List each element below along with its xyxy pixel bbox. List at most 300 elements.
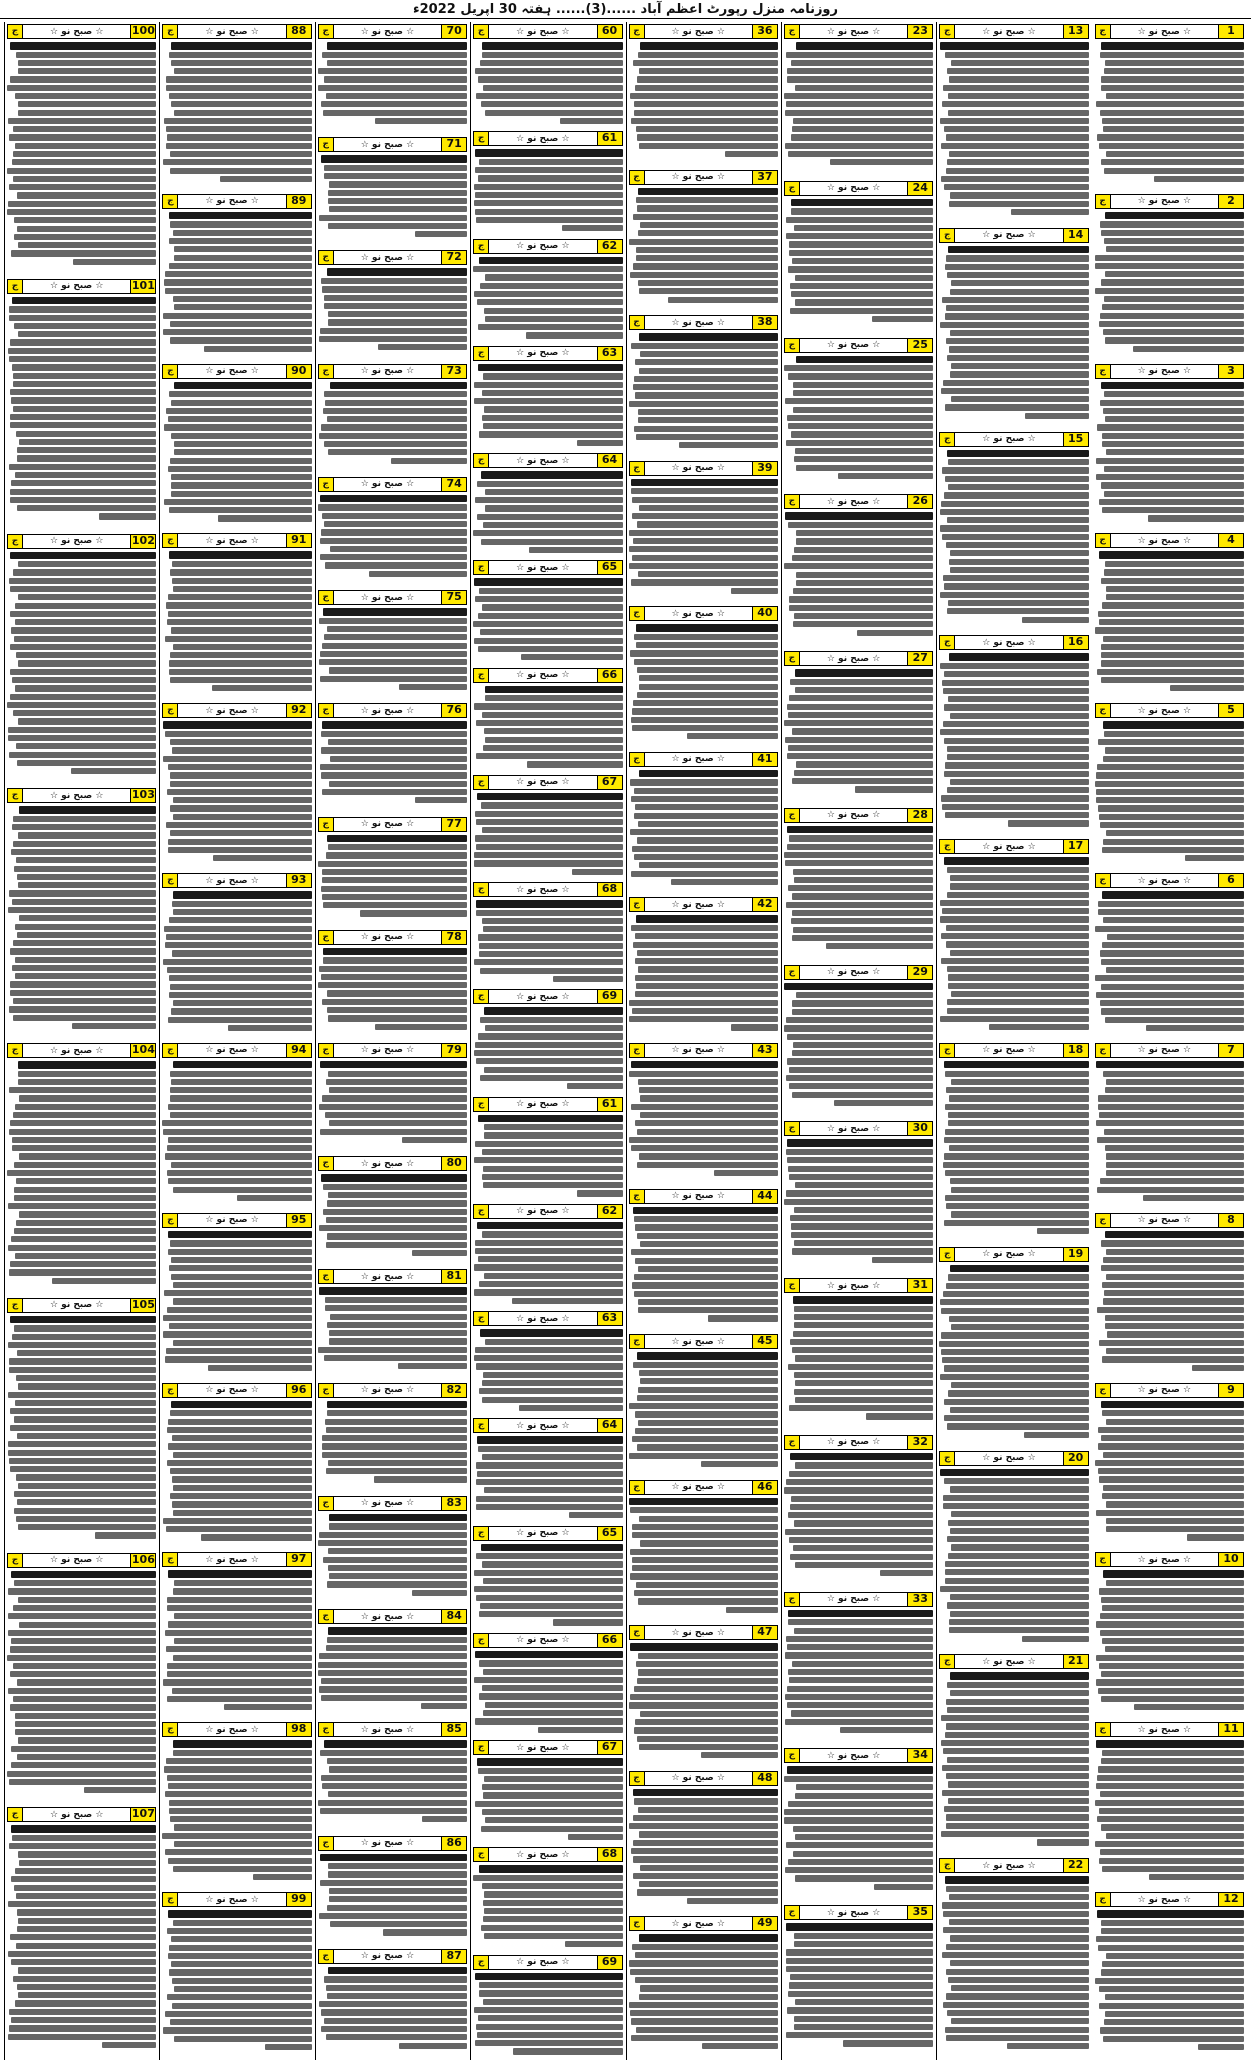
text-line <box>1102 1410 1244 1416</box>
text-line <box>14 1885 156 1891</box>
text-line <box>947 892 1089 898</box>
text-line <box>635 359 777 365</box>
notice-tag: ☆ صبح نو ☆ <box>360 1951 415 1962</box>
text-line <box>322 721 467 729</box>
text-line <box>787 1644 933 1650</box>
text-line <box>475 1248 622 1254</box>
text-line <box>10 42 156 50</box>
text-line <box>1104 491 1244 497</box>
notice-number: 19 <box>1063 1248 1088 1261</box>
text-line <box>173 1920 312 1926</box>
text-line <box>629 530 778 536</box>
notice-tag: ☆ صبح نو ☆ <box>360 1385 415 1396</box>
text-line <box>1106 1518 1244 1524</box>
column-7 <box>159 22 314 2060</box>
notice-tag: ☆ صبح نو ☆ <box>360 366 415 377</box>
text-line <box>320 1880 467 1886</box>
text-line <box>16 1474 157 1480</box>
notice-header <box>473 1955 622 1970</box>
text-line <box>167 1928 312 1934</box>
text-line <box>10 1466 157 1472</box>
text-line <box>1095 781 1244 787</box>
text-line <box>1106 586 1245 592</box>
text-line <box>13 176 156 182</box>
text-line <box>1095 263 1244 269</box>
text-line <box>474 1677 622 1683</box>
notice-tag: ☆ صبح نو ☆ <box>671 1773 725 1784</box>
notice-number: 1 <box>1218 25 1243 38</box>
text-line <box>947 355 1089 361</box>
text-line <box>483 423 622 429</box>
text-line <box>784 1776 933 1782</box>
text-line <box>940 729 1089 735</box>
text-line <box>168 1953 311 1959</box>
text-line <box>480 629 623 635</box>
text-line <box>326 2034 467 2040</box>
text-line <box>1095 627 1244 633</box>
notice-block <box>162 871 311 1037</box>
text-line <box>637 1395 778 1401</box>
text-line <box>946 1944 1089 1950</box>
text-line <box>1102 507 1244 513</box>
text-line <box>16 1220 157 1226</box>
text-line <box>173 814 312 820</box>
notice-text <box>318 1401 467 1483</box>
text-line <box>946 338 1088 344</box>
notice-marker: ج <box>474 1419 489 1432</box>
notice-header <box>318 1496 467 1511</box>
text-line <box>168 1249 312 1255</box>
notice-number: 23 <box>907 25 932 38</box>
text-line <box>321 529 467 535</box>
text-line <box>164 118 311 124</box>
text-line <box>17 1433 156 1439</box>
text-line <box>637 667 778 673</box>
text-line <box>631 1848 778 1854</box>
text-line <box>167 619 312 625</box>
text-line <box>538 1727 623 1733</box>
text-line <box>325 1419 467 1425</box>
text-line <box>7 1655 156 1661</box>
text-line <box>173 1485 312 1491</box>
notice-number: 64 <box>597 1419 622 1432</box>
text-line <box>947 1707 1088 1713</box>
text-line <box>790 679 933 685</box>
text-line <box>173 1282 312 1288</box>
text-line <box>15 93 156 99</box>
notice-number: 21 <box>1063 1655 1088 1668</box>
text-line <box>168 1017 312 1023</box>
text-line <box>8 727 156 733</box>
text-line <box>947 966 1089 972</box>
text-line <box>322 1095 467 1101</box>
text-line <box>415 231 467 237</box>
text-line <box>787 753 933 759</box>
notice-marker: ج <box>319 1384 334 1397</box>
notice-number: 2 <box>1218 195 1243 208</box>
notice-text <box>1095 1231 1244 1371</box>
text-line <box>788 1801 933 1807</box>
text-line <box>1106 1249 1244 1255</box>
text-line <box>1099 1808 1244 1814</box>
notice-header <box>1095 1383 1244 1398</box>
text-line <box>944 1153 1088 1159</box>
notice-number: 66 <box>597 1634 622 1647</box>
text-line <box>1096 1120 1244 1126</box>
text-line <box>942 534 1089 540</box>
notice-block <box>629 1187 778 1329</box>
text-line <box>174 1824 312 1830</box>
text-line <box>10 76 157 82</box>
text-line <box>12 159 156 165</box>
text-line <box>319 1913 467 1919</box>
text-line <box>171 1257 312 1263</box>
notice-tag: ☆ صبح نو ☆ <box>826 183 881 194</box>
text-line <box>324 165 467 171</box>
text-line <box>631 2018 778 2024</box>
text-line <box>479 431 623 437</box>
text-line <box>13 1976 156 1982</box>
notice-text <box>473 1865 622 1947</box>
text-line <box>1101 1920 1244 1926</box>
text-line <box>946 1723 1089 1729</box>
notice-tag: ☆ صبح نو ☆ <box>982 1045 1036 1056</box>
text-line <box>323 957 467 963</box>
text-line <box>327 1758 467 1764</box>
text-line <box>791 60 934 66</box>
text-line <box>163 1315 312 1321</box>
notice-text <box>162 891 311 1031</box>
notice-header <box>162 1552 311 1567</box>
notice-marker: ج <box>474 1741 489 1754</box>
text-line <box>168 1910 311 1918</box>
text-line <box>945 313 1089 319</box>
text-line <box>163 721 312 729</box>
text-line <box>169 507 311 513</box>
text-line <box>795 1834 933 1840</box>
text-line <box>1105 1087 1244 1093</box>
text-line <box>18 660 157 666</box>
text-line <box>634 1727 778 1733</box>
text-line <box>324 173 468 179</box>
notice-header <box>784 965 933 980</box>
text-line <box>321 886 467 892</box>
notice-number: 79 <box>441 1044 466 1057</box>
text-line <box>483 926 622 932</box>
notice-block <box>939 226 1088 426</box>
notice-text <box>162 1910 311 2050</box>
notice-block <box>1095 362 1244 528</box>
text-line <box>163 313 312 319</box>
text-line <box>838 473 933 479</box>
text-line <box>843 2040 933 2046</box>
notice-block <box>1095 701 1244 867</box>
text-line <box>482 1561 623 1567</box>
text-line <box>167 1605 311 1611</box>
text-line <box>950 1960 1088 1966</box>
notice-block <box>939 837 1088 1037</box>
text-line <box>731 588 777 594</box>
notice-header <box>784 181 933 196</box>
text-line <box>8 1392 156 1398</box>
notice-header <box>629 752 778 767</box>
notice-block <box>629 168 778 310</box>
text-line <box>789 250 933 256</box>
text-line <box>327 42 467 50</box>
text-line <box>1104 731 1244 737</box>
notice-header <box>473 1526 622 1541</box>
text-line <box>790 1974 933 1980</box>
notice-marker: ج <box>474 990 489 1003</box>
text-line <box>173 644 312 650</box>
text-line <box>795 1182 933 1188</box>
notice-text <box>318 1967 467 2049</box>
notice-block <box>162 531 311 697</box>
text-line <box>1101 1928 1244 1934</box>
text-line <box>950 713 1089 719</box>
text-line <box>639 675 778 681</box>
text-line <box>11 1959 156 1965</box>
text-line <box>476 1058 623 1064</box>
notice-text <box>939 1672 1088 1845</box>
notice-tag: ☆ صبح نو ☆ <box>516 1849 570 1860</box>
text-line <box>327 1200 468 1206</box>
text-line <box>796 42 934 50</box>
notice-number: 88 <box>286 25 311 38</box>
text-line <box>874 1884 933 1890</box>
text-line <box>1097 1910 1244 1918</box>
notice-number: 83 <box>441 1497 466 1510</box>
notice-tag: ☆ صبح نو ☆ <box>360 1045 415 1056</box>
text-line <box>170 781 312 787</box>
text-line <box>1105 2011 1244 2017</box>
notice-marker: ج <box>940 1655 955 1668</box>
text-line <box>631 1061 778 1069</box>
text-line <box>632 555 778 561</box>
notice-block <box>1095 22 1244 188</box>
text-line <box>793 927 933 933</box>
notice-tag: ☆ صبح نو ☆ <box>360 26 415 37</box>
notice-block <box>7 1551 156 1802</box>
text-line <box>326 1217 467 1223</box>
notice-header <box>162 1213 311 1228</box>
text-line <box>946 1699 1088 1705</box>
text-line <box>633 263 778 269</box>
notice-block <box>629 313 778 455</box>
text-line <box>324 303 468 309</box>
text-line <box>174 449 312 455</box>
text-line <box>1106 151 1244 157</box>
text-line <box>794 1306 933 1312</box>
text-line <box>483 1669 622 1675</box>
text-line <box>477 299 622 305</box>
text-line <box>945 1561 1088 1567</box>
text-line <box>671 879 778 885</box>
text-line <box>165 1356 312 1362</box>
text-line <box>12 677 156 683</box>
text-line <box>943 2002 1089 2008</box>
text-line <box>168 1858 312 1864</box>
text-line <box>327 626 467 632</box>
notice-tag: ☆ صبح نو ☆ <box>205 1045 259 1056</box>
notice-block <box>473 344 622 447</box>
text-line <box>1101 42 1244 50</box>
text-line <box>173 1187 312 1193</box>
text-line <box>946 941 1089 947</box>
text-line <box>950 1407 1088 1413</box>
text-line <box>477 1471 622 1477</box>
text-line <box>946 925 1089 931</box>
text-line <box>15 143 157 149</box>
text-line <box>71 768 156 774</box>
text-line <box>18 68 156 74</box>
notice-text <box>162 212 311 352</box>
text-line <box>326 1079 467 1085</box>
text-line <box>168 1621 312 1627</box>
text-line <box>8 201 157 207</box>
text-line <box>944 583 1088 589</box>
text-line <box>788 522 933 528</box>
text-line <box>639 505 778 511</box>
text-line <box>476 1479 622 1485</box>
notice-text <box>629 479 778 594</box>
notice-text <box>162 42 311 182</box>
text-line <box>634 1291 778 1297</box>
text-line <box>12 824 157 830</box>
text-line <box>14 1416 157 1422</box>
text-line <box>15 2000 156 2006</box>
text-line <box>731 1024 778 1030</box>
text-line <box>1096 1679 1244 1685</box>
text-line <box>324 521 467 527</box>
text-line <box>18 594 156 600</box>
text-line <box>630 2010 778 2016</box>
text-line <box>19 439 156 445</box>
text-line <box>168 416 311 422</box>
text-line <box>166 1646 312 1652</box>
text-line <box>18 1597 157 1603</box>
text-line <box>168 1104 312 1110</box>
text-line <box>477 514 622 520</box>
text-line <box>951 396 1089 402</box>
text-line <box>940 1299 1089 1305</box>
text-line <box>638 1669 778 1675</box>
text-line <box>943 1291 1088 1297</box>
text-line <box>946 1969 1088 1975</box>
text-line <box>638 1653 778 1659</box>
notice-block <box>7 22 156 273</box>
text-line <box>322 789 467 795</box>
text-line <box>950 1528 1089 1534</box>
masthead <box>0 0 1251 20</box>
text-line <box>947 1682 1088 1688</box>
text-line <box>328 1015 467 1021</box>
text-line <box>948 600 1089 606</box>
notice-header <box>473 24 622 39</box>
text-line <box>172 1501 312 1507</box>
text-line <box>12 1145 156 1151</box>
text-line <box>173 1750 312 1756</box>
text-line <box>479 943 623 949</box>
text-line <box>945 476 1088 482</box>
text-line <box>1106 449 1244 455</box>
text-line <box>792 1661 934 1667</box>
text-line <box>637 134 778 140</box>
text-line <box>880 1570 933 1576</box>
text-line <box>630 1643 778 1651</box>
text-line <box>167 1671 312 1677</box>
text-line <box>473 1875 622 1881</box>
text-line <box>679 442 778 448</box>
notice-text <box>162 1570 311 1710</box>
notice-text <box>629 624 778 739</box>
text-line <box>1098 1427 1244 1433</box>
notice-header <box>939 839 1088 854</box>
text-line <box>639 143 778 149</box>
text-line <box>948 983 1088 989</box>
text-line <box>9 464 157 470</box>
text-line <box>325 1305 467 1311</box>
text-line <box>476 844 622 850</box>
notice-marker: ج <box>630 753 645 766</box>
notice-tag: ☆ صبح نو ☆ <box>671 1918 725 1929</box>
text-line <box>479 588 623 594</box>
notice-header <box>1095 24 1244 39</box>
text-line <box>629 1071 778 1077</box>
notice-marker: ج <box>163 1214 178 1227</box>
text-line <box>17 1754 157 1760</box>
text-line <box>951 1211 1088 1217</box>
text-line <box>14 866 157 872</box>
notice-header <box>318 703 467 718</box>
notice-marker: ج <box>1096 1553 1111 1566</box>
notice-number: 14 <box>1063 229 1088 242</box>
column-4 <box>626 22 781 2060</box>
notice-tag: ☆ صبح نو ☆ <box>826 340 881 351</box>
notice-text <box>629 1352 778 1467</box>
notice-header <box>7 1298 156 1313</box>
notice-header <box>784 1905 933 1920</box>
notice-marker: ج <box>163 704 178 717</box>
text-line <box>477 1222 623 1230</box>
text-line <box>166 1758 312 1764</box>
text-line <box>944 738 1089 744</box>
text-line <box>633 700 778 706</box>
notice-marker: ج <box>785 339 800 352</box>
text-line <box>943 1503 1089 1509</box>
notice-tag: ☆ صبح نو ☆ <box>1137 535 1192 546</box>
notice-block <box>473 1309 622 1412</box>
text-line <box>165 636 312 642</box>
text-line <box>789 1174 934 1180</box>
notice-header <box>162 533 311 548</box>
text-line <box>794 1314 933 1320</box>
text-line <box>708 1315 778 1321</box>
text-line <box>170 1410 312 1416</box>
text-line <box>791 199 933 207</box>
text-line <box>1097 424 1244 430</box>
text-line <box>792 126 933 132</box>
notice-text <box>784 356 933 479</box>
notice-header <box>784 1748 933 1763</box>
text-line <box>1011 209 1088 215</box>
text-line <box>940 525 1089 531</box>
text-line <box>794 225 933 231</box>
text-line <box>948 1112 1089 1118</box>
text-line <box>866 1413 933 1419</box>
text-line <box>13 151 156 157</box>
text-line <box>1102 304 1244 310</box>
